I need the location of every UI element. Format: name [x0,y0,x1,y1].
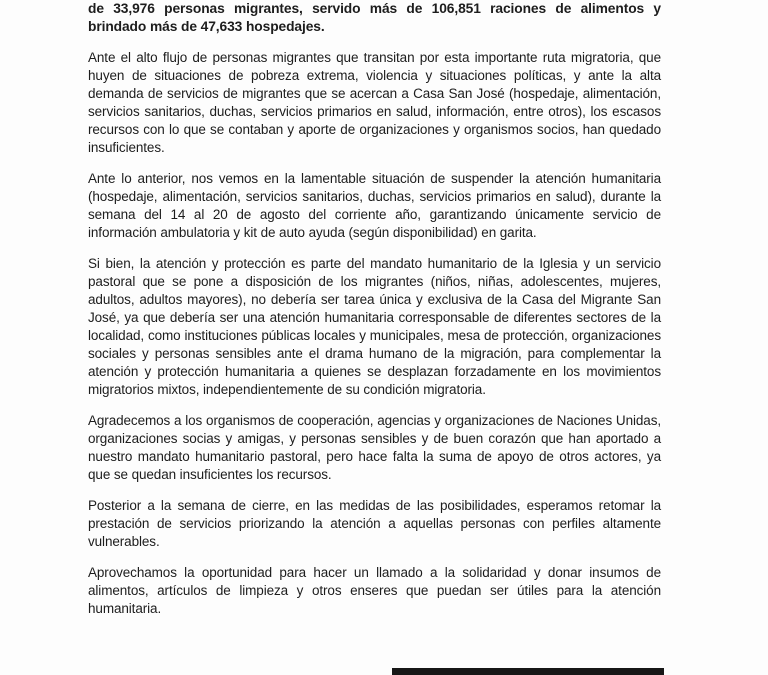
paragraph-opening-stats: de 33,976 personas migrantes, servido más de 106,851 raciones de alimentos y brindado más de 47,633 hospedajes. [88,1,661,34]
document-page [88,0,661,631]
paragraph-llamado-solidaridad: Aprovechamos la oportunidad para hacer un llamado a la solidaridad y donar insumos de alimentos, artículos de limpieza y otros enseres que puedan ser útiles para la atención humanitaria. [88,565,661,616]
paragraph-mandato-humanitario: Si bien, la atención y protección es parte del mandato humanitario de la Iglesia y un servicio pastoral que se pone a disposición de los migrantes (niños, niñas, adolescentes, mujeres, adultos, adultos mayores), no debería ser tarea única y exclusiva de la Casa del Migrante San José, ya que debería ser una atención humanitaria corresponsable de diferentes sectores de la localidad, como instituciones públicas locales y municipales, mesa de protección, organizaciones sociales y personas sensibles ante el drama humano de la migración, para complementar la atención y protección humanitaria a quienes se desplazan forzadamente en los movimientos migratorios mixtos, independientemente de su condición migratoria. [88,256,661,397]
redacted-black-bar [392,668,664,675]
paragraph-agradecimiento: Agradecemos a los organismos de cooperación, agencias y organizaciones de Naciones Unidas, organizaciones socias y amigas, y personas sensibles y de buen corazón que han aportado a nuestro mandato humanitario pastoral, pero hace falta la suma de apoyo de otros actores, ya que se quedan insuficientes los recursos. [88,413,661,482]
paragraph-suspension-atencion: Ante lo anterior, nos vemos en la lamentable situación de suspender la atención humanitaria (hospedaje, alimentación, servicios sanitarios, duchas, servicios primarios en salud), durante la semana del 14 al 20 de agosto del corriente año, garantizando únicamente servicio de información ambulatoria y kit de auto ayuda (según disponibilidad) en garita. [88,171,661,240]
paragraph-alto-flujo: Ante el alto flujo de personas migrantes que transitan por esta importante ruta migratoria, que huyen de situaciones de pobreza extrema, violencia y situaciones políticas, y ante la alta demanda de servicios de migrantes que se acercan a Casa San José (hospedaje, alimentación, servicios sanitarios, duchas, servicios primarios en salud, información, entre otros), los escasos recursos con lo que se contaban y aporte de organizaciones y organismos socios, han quedado insuficientes. [88,50,661,155]
paragraph-retomar-servicios: Posterior a la semana de cierre, en las medidas de las posibilidades, esperamos retomar la prestación de servicios priorizando la atención a aquellas personas con perfiles altamente vulnerables. [88,498,661,549]
